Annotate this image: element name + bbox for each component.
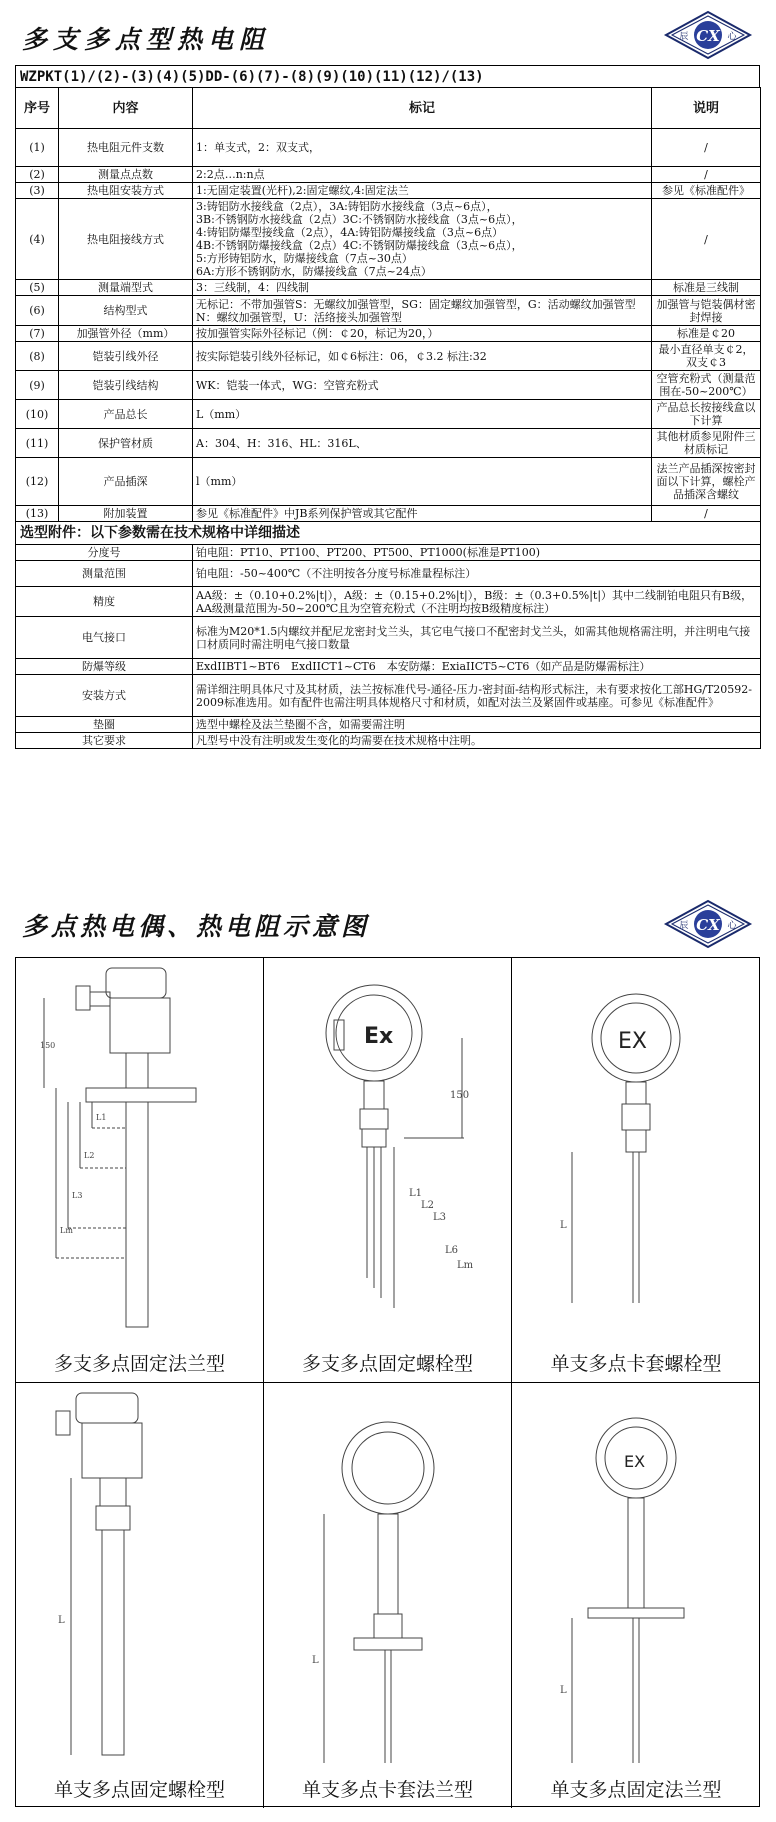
row-number: (1) (16, 129, 59, 167)
spec-row (16, 400, 761, 429)
spec-row (16, 429, 761, 458)
svg-text:辰: 辰 (679, 921, 689, 931)
row-mark: 按加强管实际外径标记（例：￠20，标记为20，） (193, 326, 652, 342)
row-mark: 2:2点…n:n点 (193, 167, 652, 183)
extra-row (16, 659, 761, 675)
extra-row (16, 561, 761, 587)
svg-text:辰: 辰 (679, 32, 689, 42)
spec-row (16, 129, 761, 167)
page-title: 多支多点型热电阻 (22, 25, 271, 54)
row-mark: 按实际铠装引线外径标记，如￠6标注：06，￠3.2 标注:32 (193, 342, 652, 371)
row-number: (7) (16, 326, 59, 342)
row-number: (4) (16, 199, 59, 280)
extra-item: 电气接口 (16, 617, 193, 659)
extra-row (16, 545, 761, 561)
spec-row (16, 342, 761, 371)
dim-label: Lm (60, 1226, 73, 1235)
row-note: 参见《标准配件》 (652, 183, 761, 199)
extra-item: 分度号 (16, 545, 193, 561)
diagram-grid (15, 957, 760, 1807)
extra-item: 测量范围 (16, 561, 193, 587)
row-number: (6) (16, 296, 59, 326)
spec-row (16, 458, 761, 506)
row-number: (5) (16, 280, 59, 296)
spec-row (16, 371, 761, 400)
dim-label: L (560, 1220, 567, 1231)
row-item: 保护管材质 (59, 429, 193, 458)
row-note: 标准是￠20 (652, 326, 761, 342)
row-mark: 3:铸铝防水接线盒（2点），3A:铸铝防水接线盒（3点~6点）， 3B:不锈钢防水接线盒（2点）3C:不锈钢防水接线盒（3点~6点）， 4:铸铝防爆型接线盒（2点），4A:铸铝防爆接线盒（3点~6点） 4B:不锈钢防爆接线盒（2点）4C:不锈钢防爆接线盒（3点~6点）， 5:方形铸铝防水，防爆接线盒（7点~30点） 6A:方形不锈钢防水，防爆接线盒（7点~24点） (193, 199, 652, 280)
extra-text: 铂电阻：-50~400℃（不注明按各分度号标准量程标注） (193, 561, 761, 587)
svg-text:心: 心 (727, 32, 737, 42)
row-number: (2) (16, 167, 59, 183)
row-item: 附加装置 (59, 506, 193, 522)
header-1 (0, 0, 776, 72)
spec-row (16, 280, 761, 296)
col-header-mark: 标记 (193, 88, 652, 129)
diagram-caption: 单支多点卡套法兰型 (301, 1779, 473, 1801)
row-item: 加强管外径（mm） (59, 326, 193, 342)
dim-label: L1 (96, 1113, 107, 1122)
row-number: (11) (16, 429, 59, 458)
row-note: 加强管与铠装偶材密封焊接 (652, 296, 761, 326)
dim-label: 150 (450, 1090, 470, 1101)
dim-label: L2 (421, 1200, 435, 1211)
brand-logo-2 (662, 897, 754, 951)
row-number: (13) (16, 506, 59, 522)
dim-label: L3 (72, 1191, 83, 1200)
row-mark: 无标记：不带加强管S：无螺纹加强管型，SG：固定螺纹加强管型，G：活动螺纹加强管型N：螺纹加强管型，U：活络接头加强管型 (193, 296, 652, 326)
spec-row (16, 296, 761, 326)
row-note: 法兰产品插深按密封面以下计算，螺栓产品插深含螺纹 (652, 458, 761, 506)
row-number: (9) (16, 371, 59, 400)
extra-text: ExdIIBT1~BT6 ExdIICT1~CT6 本安防爆：ExiaIICT5~CT6（如产品是防爆需标注） (193, 659, 761, 675)
diagram-caption: 单支多点卡套螺栓型 (550, 1353, 722, 1375)
row-note: 其他材质参见附件三材质标记 (652, 429, 761, 458)
spec-row (16, 199, 761, 280)
row-item: 热电阻元件支数 (59, 129, 193, 167)
spec-row (16, 167, 761, 183)
dim-label: L6 (445, 1245, 459, 1256)
dim-label: L (312, 1655, 319, 1666)
section-row (16, 522, 761, 545)
row-note: 空管充粉式（测量范围在-50~200℃） (652, 371, 761, 400)
diagram-3 (512, 958, 760, 1383)
extra-text: 标准为M20*1.5内螺纹并配尼龙密封戈兰头，其它电气接口不配密封戈兰头，如需其他规格需注明，并注明电气接口材质同时需注明电气接口数量 (193, 617, 761, 659)
diagram-6 (512, 1383, 760, 1808)
diagram-1 (16, 958, 264, 1383)
dim-label: L (58, 1615, 65, 1626)
extra-item: 精度 (16, 587, 193, 617)
row-mark: l（mm） (193, 458, 652, 506)
dim-label: L3 (433, 1212, 447, 1223)
row-item: 热电阻安装方式 (59, 183, 193, 199)
extra-row (16, 675, 761, 717)
row-note: / (652, 506, 761, 522)
row-mark: 参见《标准配件》中JB系列保护管或其它配件 (193, 506, 652, 522)
row-item: 结构型式 (59, 296, 193, 326)
diagram-5 (264, 1383, 512, 1808)
ex-mark: EX (618, 1029, 647, 1054)
extra-item: 安装方式 (16, 675, 193, 717)
extra-text: 铂电阻：PT10、PT100、PT200、PT500、PT1000(标准是PT100) (193, 545, 761, 561)
extra-text: 选型中螺栓及法兰垫圈不含，如需要需注明 (193, 717, 761, 733)
extra-text: 需详细注明具体尺寸及其材质，法兰按标准代号-通径-压力-密封面-结构形式标注，未有要求按化工部HG/T20592-2009标准选用。如有配件也需注明具体规格尺寸和材质，如配对法兰及紧固件或基座。可参见《标准配件》 (193, 675, 761, 717)
row-note: / (652, 199, 761, 280)
row-item: 铠装引线结构 (59, 371, 193, 400)
section-title: 选型附件：以下参数需在技术规格中详细描述 (16, 522, 761, 545)
row-number: (8) (16, 342, 59, 371)
col-header-note: 说明 (652, 88, 761, 129)
brand-logo (662, 8, 754, 62)
extra-item: 垫圈 (16, 717, 193, 733)
model-code: WZPKT(1)/(2)-(3)(4)(5)DD-(6)(7)-(8)(9)(10)(11)(12)/(13) (15, 65, 760, 87)
row-item: 测量点点数 (59, 167, 193, 183)
diagram-caption: 多支多点固定螺栓型 (301, 1353, 473, 1375)
spec-table (15, 87, 761, 749)
diagram-caption: 单支多点固定螺栓型 (53, 1779, 225, 1801)
row-note: 标准是三线制 (652, 280, 761, 296)
row-mark: 1:无固定装置(光杆),2:固定螺纹,4:固定法兰 (193, 183, 652, 199)
dim-label: L (560, 1685, 567, 1696)
row-mark: WK：铠装一体式，WG：空管充粉式 (193, 371, 652, 400)
row-note: 最小直径单支￠2，双支￠3 (652, 342, 761, 371)
row-item: 热电阻接线方式 (59, 199, 193, 280)
col-header-item: 内容 (59, 88, 193, 129)
extra-text: 凡型号中没有注明或发生变化的均需要在技术规格中注明。 (193, 733, 761, 749)
svg-text:CX: CX (696, 27, 720, 45)
col-header-no: 序号 (16, 88, 59, 129)
svg-text:心: 心 (727, 921, 737, 931)
spec-row (16, 183, 761, 199)
row-number: (12) (16, 458, 59, 506)
row-number: (10) (16, 400, 59, 429)
extra-text: AA级：±（0.10+0.2%|t|），A级：±（0.15+0.2%|t|），B级：±（0.3+0.5%|t|）其中二线制铂电阻只有B级，AA级测量范围为-50~200℃且为空管充粉式（不注明均按B级精度标注） (193, 587, 761, 617)
extra-row (16, 587, 761, 617)
diagram-caption: 多支多点固定法兰型 (53, 1353, 225, 1375)
spec-row (16, 506, 761, 522)
extra-item: 防爆等级 (16, 659, 193, 675)
row-mark: A：304、H：316、HL：316L、 (193, 429, 652, 458)
diagram-4 (16, 1383, 264, 1808)
row-mark: 1：单支式，2：双支式， (193, 129, 652, 167)
row-note: / (652, 167, 761, 183)
row-mark: 3：三线制，4：四线制 (193, 280, 652, 296)
row-item: 产品插深 (59, 458, 193, 506)
row-item: 测量端型式 (59, 280, 193, 296)
spec-row (16, 326, 761, 342)
diagram-section-title: 多点热电偶、热电阻示意图 (22, 912, 371, 941)
svg-text:CX: CX (696, 916, 720, 934)
ex-mark: EX (624, 1452, 646, 1471)
dim-label: L1 (409, 1188, 423, 1199)
dim-label: Lm (457, 1260, 474, 1271)
row-note: 产品总长按接线盒以下计算 (652, 400, 761, 429)
dim-label: L2 (84, 1151, 95, 1160)
extra-item: 其它要求 (16, 733, 193, 749)
diagram-caption: 单支多点固定法兰型 (550, 1779, 722, 1801)
diagram-2 (264, 958, 512, 1383)
dim-label: 150 (40, 1041, 56, 1050)
row-item: 铠装引线外径 (59, 342, 193, 371)
row-item: 产品总长 (59, 400, 193, 429)
ex-mark: Ex (364, 1024, 394, 1049)
extra-row (16, 733, 761, 749)
row-mark: L（mm） (193, 400, 652, 429)
extra-row (16, 717, 761, 733)
row-number: (3) (16, 183, 59, 199)
row-note: / (652, 129, 761, 167)
extra-row (16, 617, 761, 659)
